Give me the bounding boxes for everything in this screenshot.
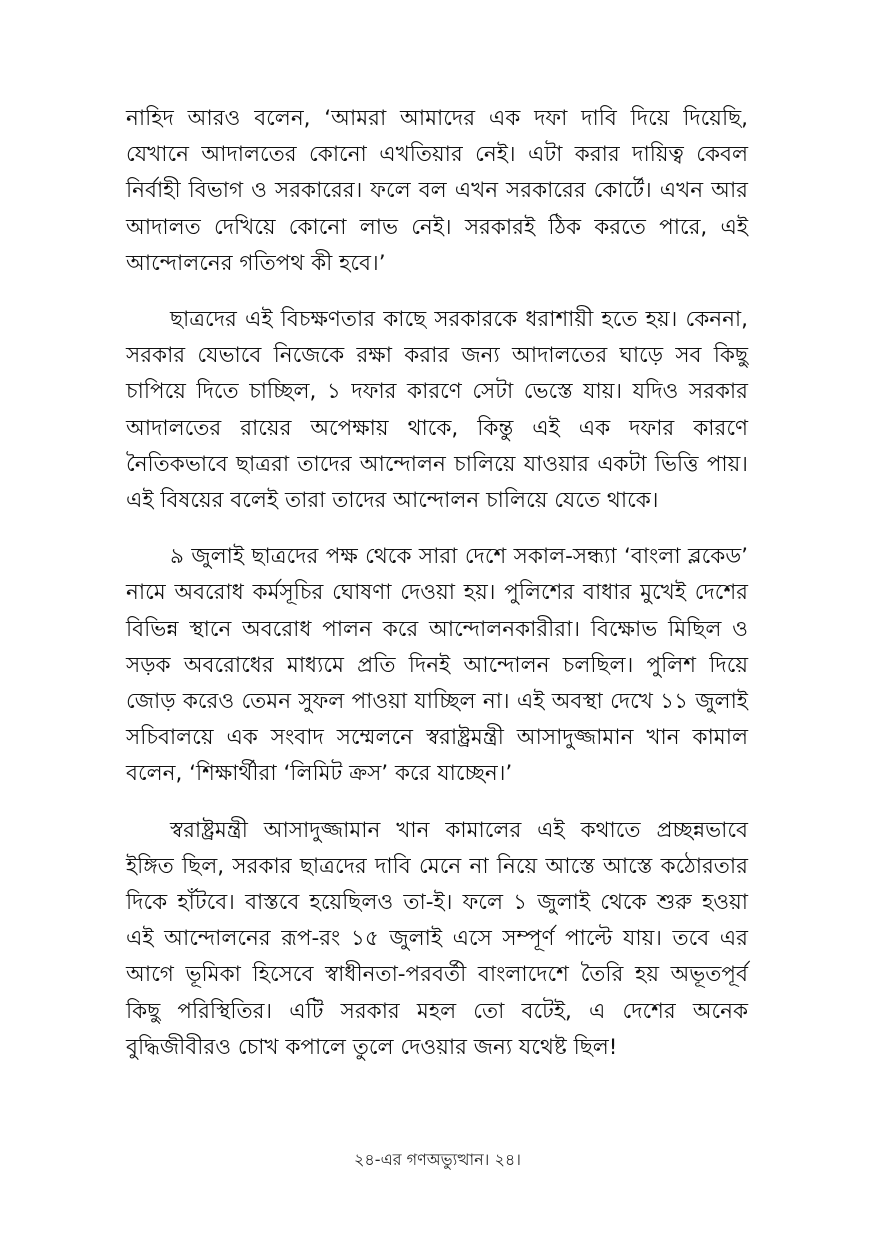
page-body xyxy=(126,101,748,1086)
paragraph-2: ছাত্রদের এই বিচক্ষণতার কাছে সরকারকে ধরাশায়ী হতে হয়। কেননা, সরকার যেভাবে নিজেকে রক্ষা করার জন্য আদালতের ঘাড়ে সব কিছু চাপিয়ে দিতে চাচ্ছিল, ১ দফার কারণে সেটা ভেস্তে যায়। যদিও সরকার আদালতের রায়ের অপেক্ষায় থাকে, কিন্তু এই এক দফার কারণে নৈতিকভাবে ছাত্ররা তাদের আন্দোলন চালিয়ে যাওয়ার একটা ভিত্তি পায়। এই বিষয়ের বলেই তারা তাদের আন্দোলন চালিয়ে যেতে থাকে। xyxy=(126,307,748,514)
paragraph-3: ৯ জুলাই ছাত্রদের পক্ষ থেকে সারা দেশে সকাল-সন্ধ্যা ‘বাংলা ব্লকেড’ নামে অবরোধ কর্মসূচির ঘোষণা দেওয়া হয়। পুলিশের বাধার মুখেই দেশের বিভিন্ন স্থানে অবরোধ পালন করে আন্দোলনকারীরা। বিক্ষোভ মিছিল ও সড়ক অবরোধের মাধ্যমে প্রতি দিনই আন্দোলন চলছিল। পুলিশ দিয়ে জোড় করেও তেমন সুফল পাওয়া যাচ্ছিল না। এই অবস্থা দেখে ১১ জুলাই সচিবালয়ে এক সংবাদ সম্মেলনে স্বরাষ্ট্রমন্ত্রী আসাদুজ্জামান খান কামাল বলেন, ‘শিক্ষার্থীরা ‘লিমিট ক্রস’ করে যাচ্ছেন।’ xyxy=(126,544,748,787)
page-footer: ২৪-এর গণঅভ্যুত্থান। ২৪। xyxy=(354,1150,521,1169)
paragraph-4: স্বরাষ্ট্রমন্ত্রী আসাদুজ্জামান খান কামালের এই কথাতে প্রচ্ছন্নভাবে ইঙ্গিত ছিল, সরকার ছাত্রদের দাবি মেনে না নিয়ে আস্তে আস্তে কঠোরতার দিকে হাঁটবে। বাস্তবে হয়েছিলও তা-ই। ফলে ১ জুলাই থেকে শুরু হওয়া এই আন্দোলনের রূপ-রং ১৫ জুলাই এসে সম্পূর্ণ পাল্টে যায়। তবে এর আগে ভূমিকা হিসেবে স্বাধীনতা-পরবর্তী বাংলাদেশে তৈরি হয় অভূতপূর্ব কিছু পরিস্থিতির। এটি সরকার মহল তো বটেই, এ দেশের অনেক বুদ্ধিজীবীরও চোখ কপালে তুলে দেওয়ার জন্য যথেষ্ট ছিল! xyxy=(126,817,748,1060)
paragraph-1: নাহিদ আরও বলেন, ‘আমরা আমাদের এক দফা দাবি দিয়ে দিয়েছি, যেখানে আদালতের কোনো এখতিয়ার নেই। এটা করার দায়িত্ব কেবল নির্বাহী বিভাগ ও সরকারের। ফলে বল এখন সরকারের কোর্টে। এখন আর আদালত দেখিয়ে কোনো লাভ নেই। সরকারই ঠিক করতে পারে, এই আন্দোলনের গতিপথ কী হবে।’ xyxy=(126,106,748,276)
